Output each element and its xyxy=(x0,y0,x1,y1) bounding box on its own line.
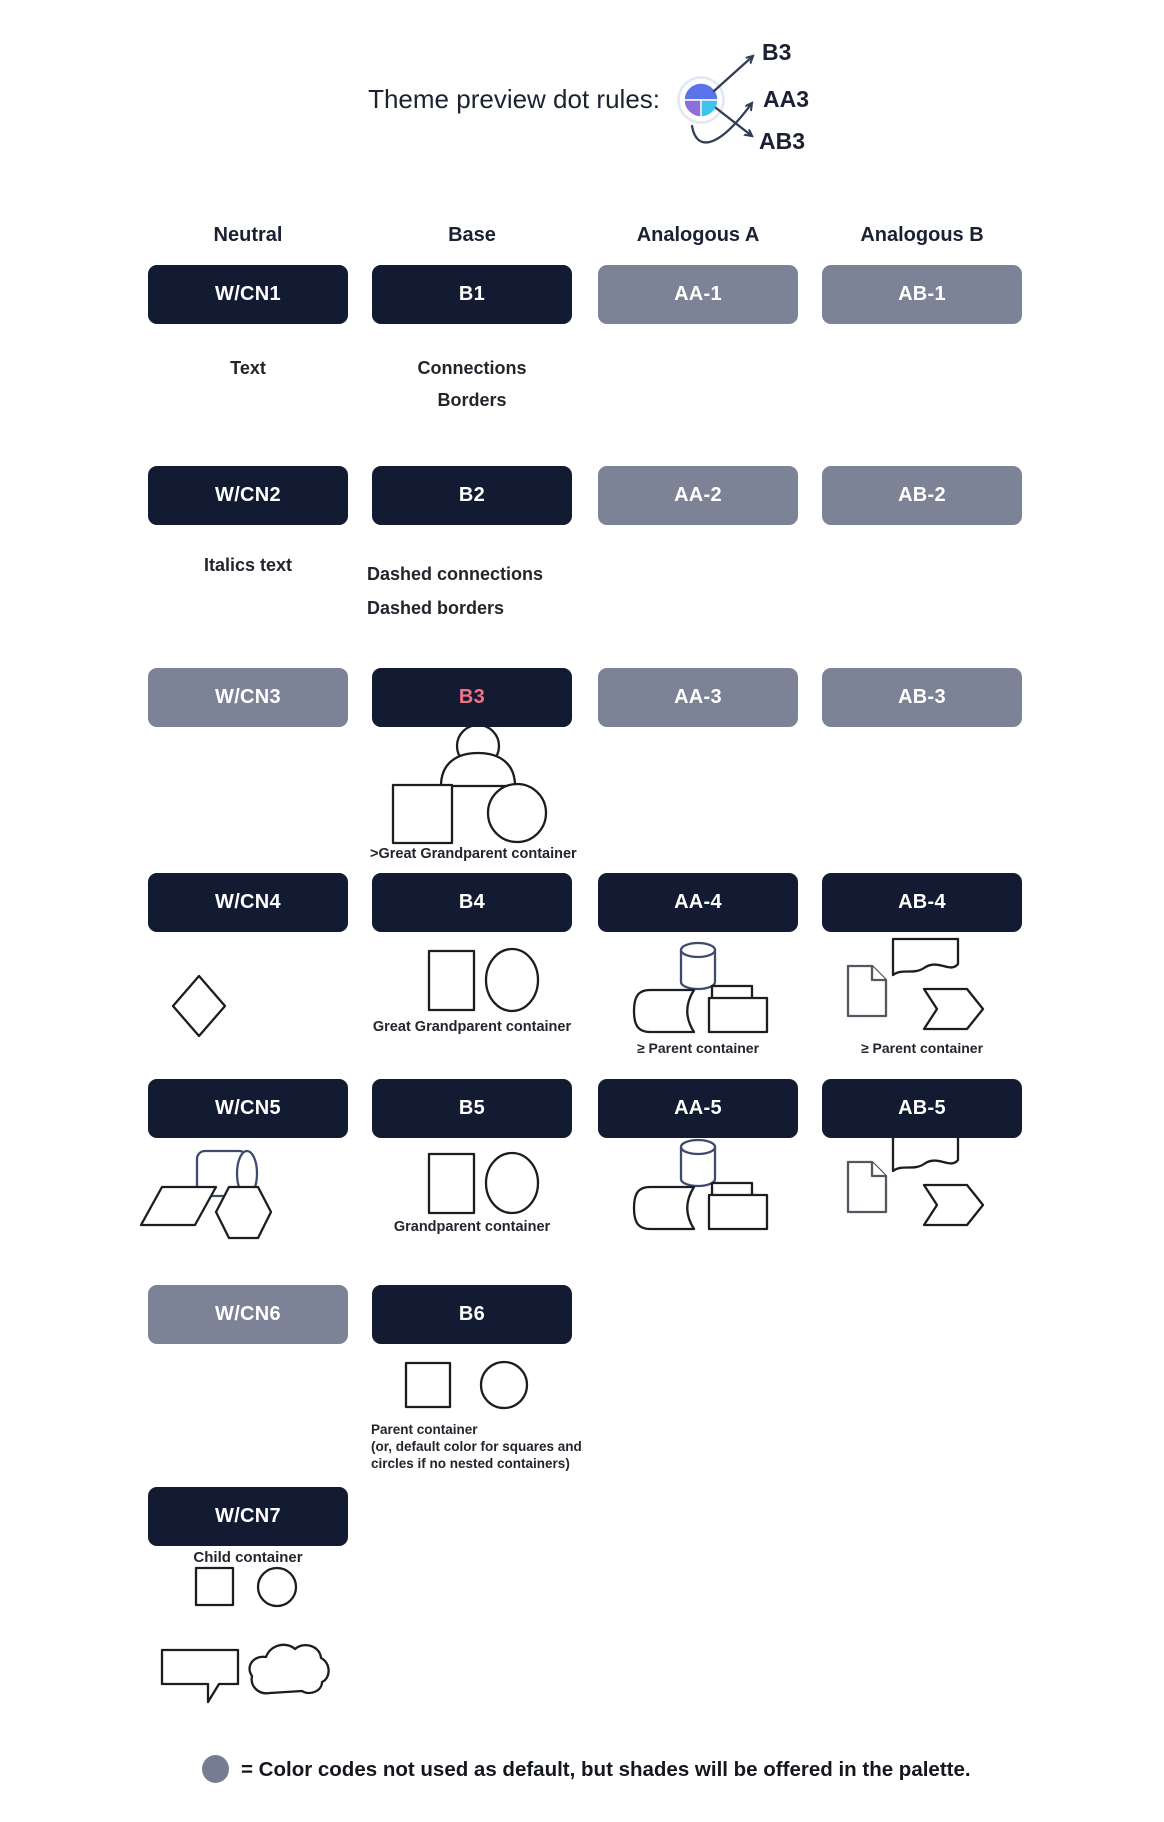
column-header-analogous-a: Analogous A xyxy=(636,224,760,246)
dot-blue-wedge xyxy=(684,83,718,100)
swatch-wcn1: W/CN1 xyxy=(148,265,348,324)
dot-purple-wedge xyxy=(684,100,701,117)
swatch-wcn7: W/CN7 xyxy=(148,1487,348,1546)
swatch-ab3: AB-3 xyxy=(822,668,1022,727)
swatch-aa3: AA-3 xyxy=(598,668,798,727)
circle-shape xyxy=(258,1568,296,1606)
caption-parent-container-aa: ≥ Parent container xyxy=(636,1040,760,1056)
square-shape xyxy=(393,785,452,843)
swatch-b2: B2 xyxy=(372,466,572,525)
diamond-shape xyxy=(173,976,225,1036)
caption-dashed: Dashed connections Dashed borders xyxy=(367,564,544,618)
aa4-shape-cluster xyxy=(634,943,767,1032)
caption-great-grandparent-gt: >Great Grandparent container xyxy=(370,846,577,862)
ab5-shape-cluster xyxy=(848,1135,983,1225)
caption-italics-text: Italics text xyxy=(203,555,293,575)
dot-label-ab3: AB3 xyxy=(759,128,806,154)
column-header-neutral: Neutral xyxy=(213,224,283,246)
caption-parent-container-note: Parent container (or, default color for squares and circles if no nested containers) xyxy=(371,1422,582,1471)
swatch-ab2: AB-2 xyxy=(822,466,1022,525)
square-shape xyxy=(429,951,474,1010)
circle-shape xyxy=(481,1362,527,1408)
hexagon-shape xyxy=(216,1187,271,1238)
swatch-b4: B4 xyxy=(372,873,572,932)
parallelogram-shape xyxy=(141,1187,216,1225)
caption-text: Text xyxy=(230,358,266,378)
circle-shape xyxy=(486,949,538,1011)
ab4-shape-cluster xyxy=(848,939,983,1029)
swatch-aa5: AA-5 xyxy=(598,1079,798,1138)
caption-parent-container-ab: ≥ Parent container xyxy=(860,1040,984,1056)
caption-connections-borders: Connections Borders xyxy=(417,358,527,410)
circle-shape xyxy=(488,784,546,842)
wcn7-shape-cluster xyxy=(162,1568,329,1702)
dot-cyan-wedge xyxy=(701,100,718,117)
dot-rule-arrows xyxy=(692,56,753,142)
theme-preview-dot xyxy=(679,78,724,123)
arrow-to-b3 xyxy=(714,56,753,91)
column-header-base: Base xyxy=(448,224,496,246)
swatch-ab1: AB-1 xyxy=(822,265,1022,324)
square-shape xyxy=(429,1154,474,1213)
b4-shape-cluster xyxy=(429,949,538,1011)
caption-great-grandparent: Great Grandparent container xyxy=(372,1019,572,1035)
swatch-wcn2: W/CN2 xyxy=(148,466,348,525)
caption-child-container: Child container xyxy=(193,1549,303,1566)
square-shape xyxy=(196,1568,233,1605)
page-title: Theme preview dot rules: xyxy=(368,84,660,114)
arrow-to-aa3 xyxy=(692,103,752,142)
swatch-wcn4: W/CN4 xyxy=(148,873,348,932)
swatch-b6: B6 xyxy=(372,1285,572,1344)
swatch-b5: B5 xyxy=(372,1079,572,1138)
dot-label-aa3: AA3 xyxy=(763,86,810,112)
wcn5-shape-cluster xyxy=(141,1151,271,1238)
arrow-to-ab3 xyxy=(716,108,752,136)
swatch-wcn6: W/CN6 xyxy=(148,1285,348,1344)
column-header-analogous-b: Analogous B xyxy=(860,224,984,246)
b6-shape-cluster xyxy=(406,1362,527,1408)
swatch-wcn3: W/CN3 xyxy=(148,668,348,727)
legend-gray-dot-icon xyxy=(202,1755,229,1783)
circle-shape xyxy=(486,1153,538,1213)
speech-bubble-shape xyxy=(162,1650,238,1702)
swatch-b3: B3 xyxy=(372,668,572,727)
person-icon xyxy=(457,725,499,767)
swatch-aa1: AA-1 xyxy=(598,265,798,324)
swatch-b1: B1 xyxy=(372,265,572,324)
person-body-shape xyxy=(441,753,515,786)
cylinder-shape xyxy=(197,1151,257,1196)
swatch-aa2: AA-2 xyxy=(598,466,798,525)
aa5-shape-cluster xyxy=(634,1140,767,1229)
dot-label-b3: B3 xyxy=(762,39,792,65)
cloud-shape xyxy=(250,1645,329,1693)
swatch-aa4: AA-4 xyxy=(598,873,798,932)
square-shape xyxy=(406,1363,450,1407)
swatch-wcn5: W/CN5 xyxy=(148,1079,348,1138)
b3-shape-cluster xyxy=(393,725,546,843)
caption-grandparent: Grandparent container xyxy=(393,1219,551,1235)
b5-shape-cluster xyxy=(429,1153,538,1213)
legend-text: = Color codes not used as default, but shades will be offered in the palette. xyxy=(241,1758,971,1781)
swatch-ab4: AB-4 xyxy=(822,873,1022,932)
swatch-ab5: AB-5 xyxy=(822,1079,1022,1138)
